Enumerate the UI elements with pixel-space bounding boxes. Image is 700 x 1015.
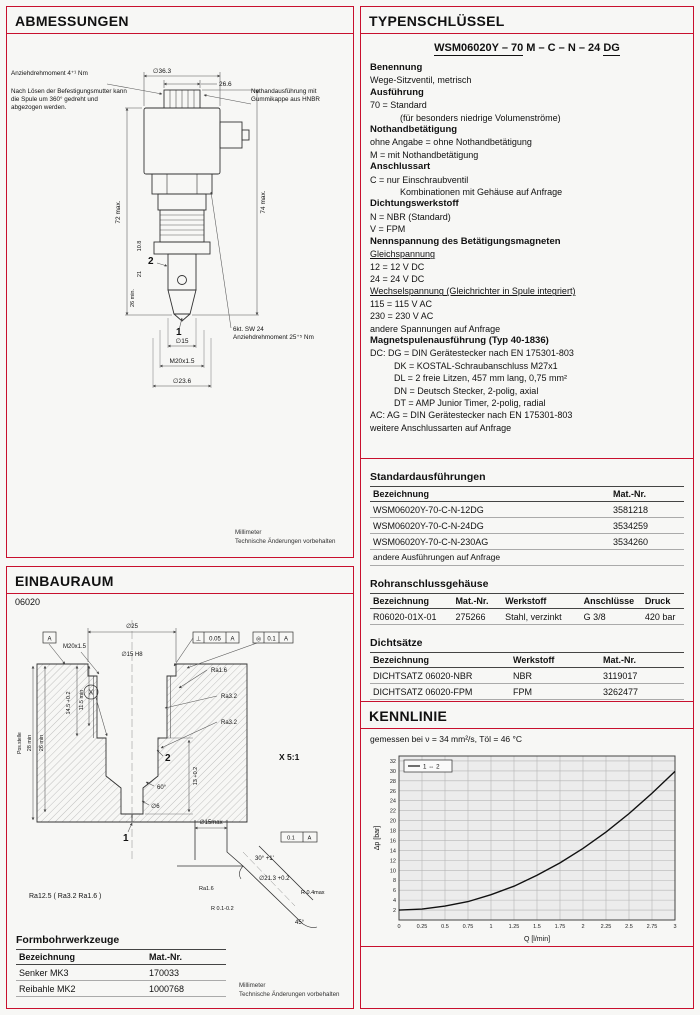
table-row [370, 502, 684, 518]
svg-text:6: 6 [392, 888, 396, 895]
dim-13: 13 +0.2 [193, 766, 199, 786]
typ-line: DL = 2 freie Litzen, 457 mm lang, 0,75 mm² [394, 373, 567, 384]
note-release: Nach Lösen der Befestigungsmutter kann die Spule um 360° gedreht und abgezogen werden. [11, 88, 127, 112]
svg-text:0: 0 [397, 924, 401, 930]
svg-text:8: 8 [392, 878, 396, 885]
kennlinie-subtitle: gemessen bei ν = 34 mm²/s, Töl = 46 °C [370, 734, 523, 744]
svg-text:3: 3 [673, 924, 677, 930]
right-column [360, 6, 694, 1009]
ra32b-label: Ra3.2 [221, 720, 238, 726]
table-cell: 420 bar [642, 609, 684, 625]
typ-line: Dichtungswerkstoff [370, 198, 459, 210]
svg-text:2: 2 [392, 908, 396, 915]
typ-line: Kombinationen mit Gehäuse auf Anfrage [400, 187, 563, 198]
svg-text:24: 24 [389, 798, 396, 805]
svg-text:2: 2 [581, 924, 585, 930]
cavity-drawing [7, 608, 351, 930]
cavity-code: 06020 [15, 597, 41, 607]
svg-text:2.75: 2.75 [646, 924, 658, 930]
svg-text:1: 1 [489, 924, 493, 930]
dim-dia236: ∅23.6 [172, 378, 192, 385]
dim-m20: M20x1.5 [169, 358, 195, 365]
typ-line: Anschlussart [370, 161, 431, 173]
column-filler [361, 947, 693, 1008]
einbauraum-title: EINBAURAUM [7, 567, 353, 594]
port-1-label: 1 [123, 833, 129, 844]
table-cell: DICHTSATZ 06020-FPM [370, 684, 510, 700]
seal-kits-table [370, 652, 684, 700]
svg-text:10: 10 [389, 868, 396, 875]
kennlinie-chart [371, 748, 683, 946]
column-header: Bezeichnung [16, 950, 146, 965]
dim-74max: 74 max. [260, 190, 267, 214]
dim-266: 26.6 [219, 81, 232, 88]
tol3-value: 0.1 [287, 835, 295, 842]
y-axis-label: Δp [bar] [374, 825, 381, 851]
note-hex-line1: 6kt. SW 24 [233, 326, 264, 333]
typ-line: 115 = 115 V AC [370, 298, 432, 309]
section-kennlinie [361, 701, 693, 947]
type-key-lines [361, 58, 693, 434]
column-header: Mat.-Nr. [146, 950, 226, 965]
dim-108: 10.8 [137, 240, 143, 252]
table-row [16, 965, 226, 981]
note-hex-line2: Anziehdrehmoment 25⁺⁵ Nm [233, 334, 314, 342]
footer-millimeter: Millimeter [235, 529, 262, 537]
svg-text:26: 26 [389, 788, 396, 795]
table-cell: WSM06020Y-70-C-N-12DG [370, 502, 610, 518]
port-2-label: 2 [148, 256, 154, 267]
table-cell: 3119017 [600, 668, 684, 684]
table-cell: 3581218 [610, 502, 684, 518]
svg-text:4: 4 [392, 898, 396, 905]
table-cell: G 3/8 [581, 609, 642, 625]
table-row [370, 518, 684, 534]
dim-m20: M20x1.5 [63, 644, 87, 650]
svg-text:16: 16 [389, 838, 396, 845]
tol1-value: 0.05 [209, 636, 221, 643]
typ-line: Wege-Sitzventil, metrisch [370, 75, 472, 86]
note-torque: Anziehdrehmoment 4⁺¹ Nm [11, 70, 88, 77]
column-header: Mat.-Nr. [610, 487, 684, 502]
ra32a-label: Ra3.2 [221, 694, 238, 700]
table-cell: Stahl, verzinkt [502, 609, 581, 625]
svg-text:0.5: 0.5 [441, 924, 449, 930]
table-cell: WSM06020Y-70-C-N-24DG [370, 518, 610, 534]
seal-kits-title: Dichtsätze [370, 637, 423, 649]
kennlinie-title: KENNLINIE [361, 702, 693, 729]
table-cell: 3534260 [610, 534, 684, 550]
svg-text:18: 18 [389, 828, 396, 835]
formbohr-title: Formbohrwerkzeuge [16, 934, 120, 946]
dim-r0102: R 0.1-0.2 [211, 906, 234, 912]
footer-changes: Technische Änderungen vorbehalten [239, 991, 340, 999]
type-code-options: M – C – N – 24 [523, 42, 604, 54]
section-abmessungen [6, 6, 354, 558]
typ-line: Nothandbetätigung [370, 124, 458, 136]
svg-text:12: 12 [389, 858, 396, 865]
typ-line: andere Spannungen auf Anfrage [370, 323, 501, 334]
typ-line: Ausführung [370, 86, 424, 98]
cavity-drawing-area [7, 608, 353, 930]
standard-versions-table [370, 486, 684, 550]
svg-text:1.25: 1.25 [508, 924, 520, 930]
column-header: Bezeichnung [370, 594, 452, 609]
column-header: Druck [642, 594, 684, 609]
dim-dia15h8: ∅15 H8 [121, 652, 143, 658]
table-cell: R06020-01X-01 [370, 609, 452, 625]
drawing-footer [235, 529, 335, 547]
column-header: Bezeichnung [370, 653, 510, 668]
tol2-value: 0.1 [267, 636, 276, 643]
dimensions-drawing-area [7, 34, 353, 394]
tol3-datum: A [307, 835, 312, 842]
dim-r04: R 0.4max [301, 890, 325, 896]
typ-line: Nennspannung des Betätigungsmagneten [370, 235, 561, 247]
typ-line: 24 = 24 V DC [370, 273, 425, 284]
typ-line: weitere Anschlussarten auf Anfrage [370, 422, 512, 433]
tol1-datum: A [230, 636, 235, 643]
svg-text:32: 32 [389, 758, 396, 765]
svg-text:0.75: 0.75 [462, 924, 474, 930]
table-row [370, 684, 684, 700]
abmessungen-title: ABMESSUNGEN [7, 7, 353, 34]
line-bodies-title: Rohranschlussgehäuse [370, 578, 489, 590]
form-drilling-tools-table [16, 949, 226, 997]
column-header: Werkstoff [502, 594, 581, 609]
datum-a: A [47, 636, 52, 643]
typ-line: Magnetspulenausführung (Typ 40-1836) [370, 334, 549, 346]
dim-dia213: ∅21.3 +0.2 [259, 876, 290, 882]
dim-dia25: ∅25 [126, 624, 138, 630]
table-row [370, 609, 684, 625]
svg-text:2.5: 2.5 [625, 924, 633, 930]
column-header: Mat.-Nr. [452, 594, 502, 609]
pos-stelle-label: Pos.stelle [17, 732, 23, 754]
svg-text:30: 30 [389, 768, 396, 775]
column-header: Anschlüsse [581, 594, 642, 609]
typ-line: DT = AMP Junior Timer, 2-polig, radial [394, 397, 546, 408]
typ-line: Gleichspannung [370, 249, 436, 260]
ra16-label: Ra1.6 [211, 668, 228, 674]
table-cell: 1000768 [146, 981, 226, 997]
footer-millimeter: Millimeter [239, 982, 266, 990]
surface-finish-legend: Ra12.5 ( Ra3.2 Ra1.6 ) [29, 893, 102, 900]
typ-line: ohne Angabe = ohne Nothandbetätigung [370, 137, 532, 148]
type-code [361, 34, 693, 58]
svg-text:1.75: 1.75 [554, 924, 566, 930]
detail-x-title: X 5:1 [279, 752, 300, 762]
typ-line: DN = Deutsch Stecker, 2-polig, axial [394, 385, 539, 396]
legend-label: 1 ⇔ 2 [423, 763, 440, 771]
note-hnbr: Nothandausführung mit Gummikappe aus HNBR [251, 88, 320, 104]
type-code-base: WSM06020Y – 70 [434, 42, 524, 54]
table-cell: Reibahle MK2 [16, 981, 146, 997]
typ-line: V = FPM [370, 224, 406, 235]
column-header: Werkstoff [510, 653, 600, 668]
table-row [16, 981, 226, 997]
typ-line: C = nur Einschraubventil [370, 174, 469, 185]
typenschluessel-title: TYPENSCHLÜSSEL [361, 7, 693, 34]
standard-versions-note: andere Ausführungen auf Anfrage [370, 550, 684, 566]
svg-text:20: 20 [389, 818, 396, 825]
standard-versions-title: Standardausführungen [370, 471, 486, 483]
dim-60deg: 60° [157, 785, 167, 791]
typ-line: DK = KOSTAL-Schraubanschluss M27x1 [394, 360, 558, 371]
typ-line: DC: DG = DIN Gerätestecker nach EN 175301-803 [370, 348, 574, 359]
table-cell: 3534259 [610, 518, 684, 534]
svg-text:22: 22 [389, 808, 396, 815]
table-cell: Senker MK3 [16, 965, 146, 981]
dim-dia15: ∅15 [175, 338, 189, 345]
detail-x-marker: X [88, 689, 94, 697]
svg-text:0.25: 0.25 [416, 924, 428, 930]
typ-line: 230 = 230 V AC [370, 311, 434, 322]
tol1-symbol: ⊥ [195, 636, 202, 643]
table-cell: WSM06020Y-70-C-N-230AG [370, 534, 610, 550]
dim-dia363: ∅36.3 [152, 68, 172, 75]
dim-21: 21 [137, 270, 143, 278]
section-typenschluessel [361, 7, 693, 459]
section-einbauraum [6, 566, 354, 1009]
table-cell: 275266 [452, 609, 502, 625]
port-2-label: 2 [165, 753, 171, 764]
dim-145: 14.5 +0.2 [66, 691, 72, 715]
dim-26min: 26 min. [130, 288, 136, 308]
table-cell: NBR [510, 668, 600, 684]
table-cell: 3262477 [600, 684, 684, 700]
table-row [370, 668, 684, 684]
dim-dia15max: ∅15max [199, 820, 223, 826]
table-cell: FPM [510, 684, 600, 700]
dim-26min: 26 min [39, 734, 45, 752]
table-row [370, 534, 684, 550]
type-code-coil: DG [603, 42, 620, 54]
typ-line: 70 = Standard [370, 100, 427, 111]
svg-text:14: 14 [389, 848, 396, 855]
tables-block [361, 459, 693, 701]
typ-line: N = NBR (Standard) [370, 211, 451, 222]
column-header: Bezeichnung [370, 487, 610, 502]
column-header: Mat.-Nr. [600, 653, 684, 668]
typ-line: AC: AG = DIN Gerätestecker nach EN 175301-803 [370, 410, 573, 421]
port-1-label: 1 [176, 327, 182, 338]
drawing-footer [239, 982, 339, 1000]
x-axis-label: Q [l/min] [523, 936, 551, 943]
typ-line: Wechselspannung (Gleichrichter in Spule integriert) [370, 286, 576, 297]
ra16-detail-label: Ra1.6 [199, 886, 214, 892]
svg-text:2.25: 2.25 [600, 924, 612, 930]
footer-changes: Technische Änderungen vorbehalten [235, 538, 336, 546]
svg-text:1.5: 1.5 [533, 924, 541, 930]
typ-line: (für besonders niedrige Volumenströme) [400, 112, 561, 123]
typ-line: Benennung [370, 62, 423, 73]
dim-72max: 72 max. [115, 200, 122, 224]
dim-115min: 11.5 min [79, 689, 85, 711]
dim-45deg: 45° [295, 920, 305, 926]
dim-28min: 28 min [27, 734, 33, 752]
tol2-datum: A [283, 636, 289, 643]
note-hex [233, 326, 345, 342]
svg-text:28: 28 [389, 778, 396, 785]
table-cell: DICHTSATZ 06020-NBR [370, 668, 510, 684]
typ-line: M = mit Nothandbetätigung [370, 149, 479, 160]
tol2-symbol: ◎ [255, 636, 262, 643]
line-bodies-table [370, 593, 684, 625]
table-cell: 170033 [146, 965, 226, 981]
dim-dia6: ∅6 [151, 804, 160, 810]
valve-outline [144, 90, 249, 321]
typ-line: 12 = 12 V DC [370, 261, 425, 272]
dim-30deg: 30° +1' [255, 856, 274, 862]
